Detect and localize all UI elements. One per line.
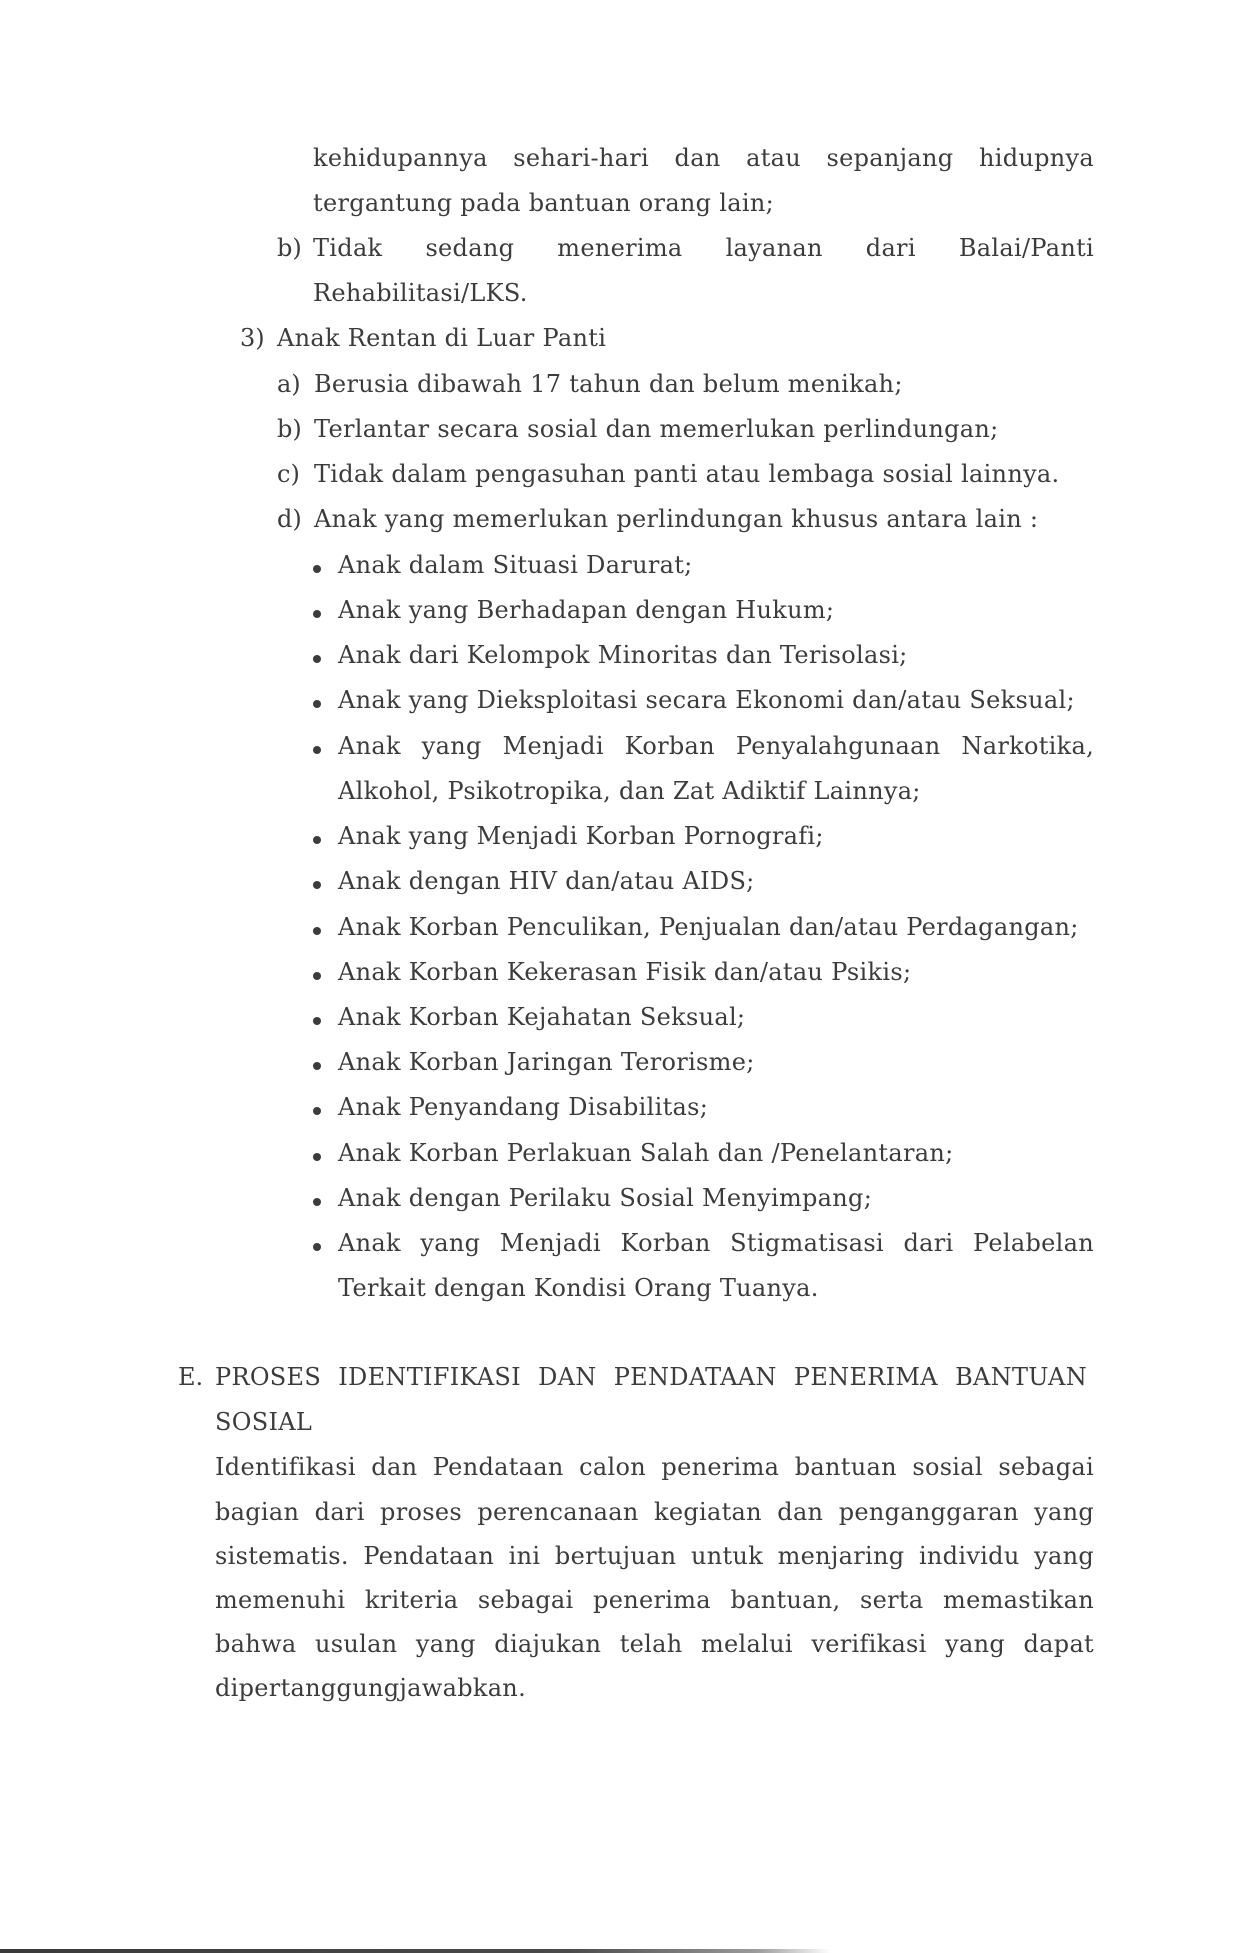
bullet-icon — [313, 1107, 321, 1115]
item-b-line-1: Tidak sedang menerima layanan dari Balai/Panti — [313, 234, 1094, 262]
bullet-item: Anak Korban Jaringan Terorisme; — [338, 1048, 755, 1076]
scan-bottom-edge — [0, 1949, 1259, 1953]
criterion-c-label: c) — [277, 460, 300, 488]
bullet-icon — [313, 881, 321, 889]
bullet-icon — [313, 655, 321, 663]
criterion-c-text: Tidak dalam pengasuhan panti atau lembaga sosial lainnya. — [314, 460, 1060, 488]
bullet-icon — [313, 746, 321, 754]
paragraph-line: bahwa usulan yang diajukan telah melalui verifikasi yang dapat — [215, 1630, 1094, 1658]
section-e-label: E. — [178, 1363, 204, 1391]
paragraph-line: Identifikasi dan Pendataan calon penerima bantuan sosial sebagai — [215, 1453, 1094, 1481]
continued-item-line-1: kehidupannya sehari-hari dan atau sepanjang hidupnya — [313, 144, 1094, 172]
continued-item-line-2: tergantung pada bantuan orang lain; — [313, 189, 774, 217]
bullet-item: Anak dengan HIV dan/atau AIDS; — [338, 867, 755, 895]
paragraph-line: bagian dari proses perencanaan kegiatan dan penganggaran yang — [215, 1498, 1094, 1526]
bullet-item: Anak yang Berhadapan dengan Hukum; — [338, 596, 835, 624]
bullet-icon — [313, 1243, 321, 1251]
item-b-line-2: Rehabilitasi/LKS. — [313, 279, 528, 307]
section-3-title: Anak Rentan di Luar Panti — [277, 324, 607, 352]
bullet-item: Anak Korban Perlakuan Salah dan /Penelantaran; — [338, 1139, 954, 1167]
bullet-icon — [313, 1198, 321, 1206]
bullet-item: Anak dengan Perilaku Sosial Menyimpang; — [338, 1184, 873, 1212]
item-b-label: b) — [277, 234, 302, 262]
paragraph-line: sistematis. Pendataan ini bertujuan untuk menjaring individu yang — [215, 1542, 1094, 1570]
criterion-d-text: Anak yang memerlukan perlindungan khusus antara lain : — [314, 505, 1039, 533]
bullet-icon — [313, 1153, 321, 1161]
bullet-item-continuation: Alkohol, Psikotropika, dan Zat Adiktif Lainnya; — [338, 777, 921, 805]
paragraph-line: dipertanggungjawabkan. — [215, 1674, 526, 1702]
section-e-heading-line-2: SOSIAL — [215, 1408, 313, 1436]
criterion-a-text: Berusia dibawah 17 tahun dan belum menikah; — [314, 370, 903, 398]
bullet-icon — [313, 1017, 321, 1025]
criterion-a-label: a) — [277, 370, 301, 398]
bullet-item: Anak Korban Penculikan, Penjualan dan/atau Perdagangan; — [338, 913, 1079, 941]
criterion-b-text: Terlantar secara sosial dan memerlukan perlindungan; — [314, 415, 999, 443]
bullet-icon — [313, 836, 321, 844]
criterion-d-label: d) — [277, 505, 302, 533]
section-e-heading-line-1: PROSES IDENTIFIKASI DAN PENDATAAN PENERIMA BANTUAN — [215, 1363, 1087, 1391]
bullet-item: Anak yang Menjadi Korban Penyalahgunaan Narkotika, — [338, 732, 1094, 760]
bullet-item: Anak dari Kelompok Minoritas dan Terisolasi; — [338, 641, 908, 669]
section-3-label: 3) — [240, 324, 265, 352]
bullet-item: Anak Penyandang Disabilitas; — [338, 1093, 709, 1121]
bullet-item: Anak yang Menjadi Korban Pornografi; — [338, 822, 824, 850]
bullet-icon — [313, 700, 321, 708]
bullet-icon — [313, 1062, 321, 1070]
bullet-item-continuation: Terkait dengan Kondisi Orang Tuanya. — [338, 1274, 819, 1302]
criterion-b-label: b) — [277, 415, 302, 443]
bullet-icon — [313, 565, 321, 573]
bullet-item: Anak yang Menjadi Korban Stigmatisasi dari Pelabelan — [338, 1229, 1094, 1257]
paragraph-line: memenuhi kriteria sebagai penerima bantuan, serta memastikan — [215, 1586, 1094, 1614]
bullet-item: Anak dalam Situasi Darurat; — [338, 551, 693, 579]
bullet-item: Anak yang Dieksploitasi secara Ekonomi dan/atau Seksual; — [338, 686, 1075, 714]
bullet-item: Anak Korban Kejahatan Seksual; — [338, 1003, 746, 1031]
bullet-icon — [313, 610, 321, 618]
bullet-icon — [313, 927, 321, 935]
bullet-item: Anak Korban Kekerasan Fisik dan/atau Psikis; — [338, 958, 912, 986]
bullet-icon — [313, 972, 321, 980]
